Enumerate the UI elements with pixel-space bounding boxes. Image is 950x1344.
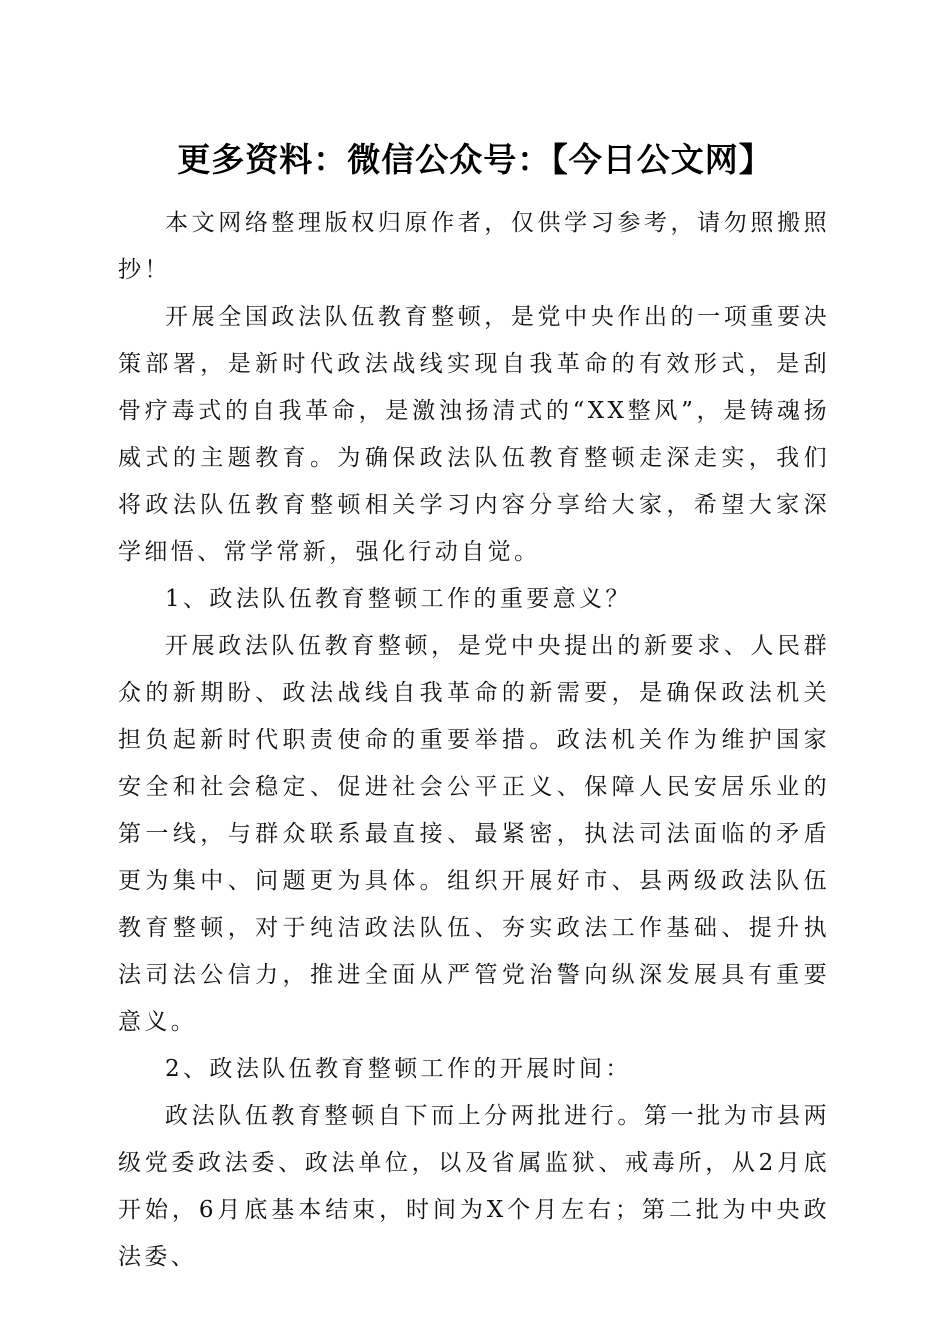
- document-title: 更多资料：微信公众号：【今日公文网】: [177, 140, 773, 179]
- intro-paragraph: 开展全国政法队伍教育整顿，是党中央作出的一项重要决策部署，是新时代政法战线实现自我革命的有效形式，是刮骨疗毒式的自我革命，是激浊扬清式的“XX整风”，是铸魂扬威式的主题教育。为确保政法队伍教育整顿走深走实，我们将政法队伍教育整顿相关学习内容分享给大家，希望大家深学细悟、常学常新，强化行动自觉。: [118, 304, 830, 565]
- section-paragraph-1: 开展政法队伍教育整顿，是党中央提出的新要求、人民群众的新期盼、政法战线自我革命的新需要，是确保政法机关担负起新时代职责使命的重要举措。政法机关作为维护国家安全和社会稳定、促进社会公平正义、保障人民安居乐业的第一线，与群众联系最直接、最紧密，执法司法面临的矛盾更为集中、问题更为具体。组织开展好市、县两级政法队伍教育整顿，对于纯洁政法队伍、夯实政法工作基础、提升执法司法公信力，推进全面从严管党治警向纵深发展具有重要意义。: [118, 633, 830, 1035]
- disclaimer-paragraph: 本文网络整理版权归原作者，仅供学习参考，请勿照搬照抄！: [118, 210, 830, 283]
- section-heading-1: 1、政法队伍教育整顿工作的重要意义？: [165, 586, 632, 612]
- document-body: [118, 200, 830, 1281]
- section-paragraph-2: 政法队伍教育整顿自下而上分两批进行。第一批为市县两级党委政法委、政法单位，以及省属监狱、戒毒所，从2月底开始，6月底基本结束，时间为X个月左右；第二批为中央政法委、: [118, 1103, 830, 1270]
- section-heading-2: 2、政法队伍教育整顿工作的开展时间：: [165, 1056, 632, 1082]
